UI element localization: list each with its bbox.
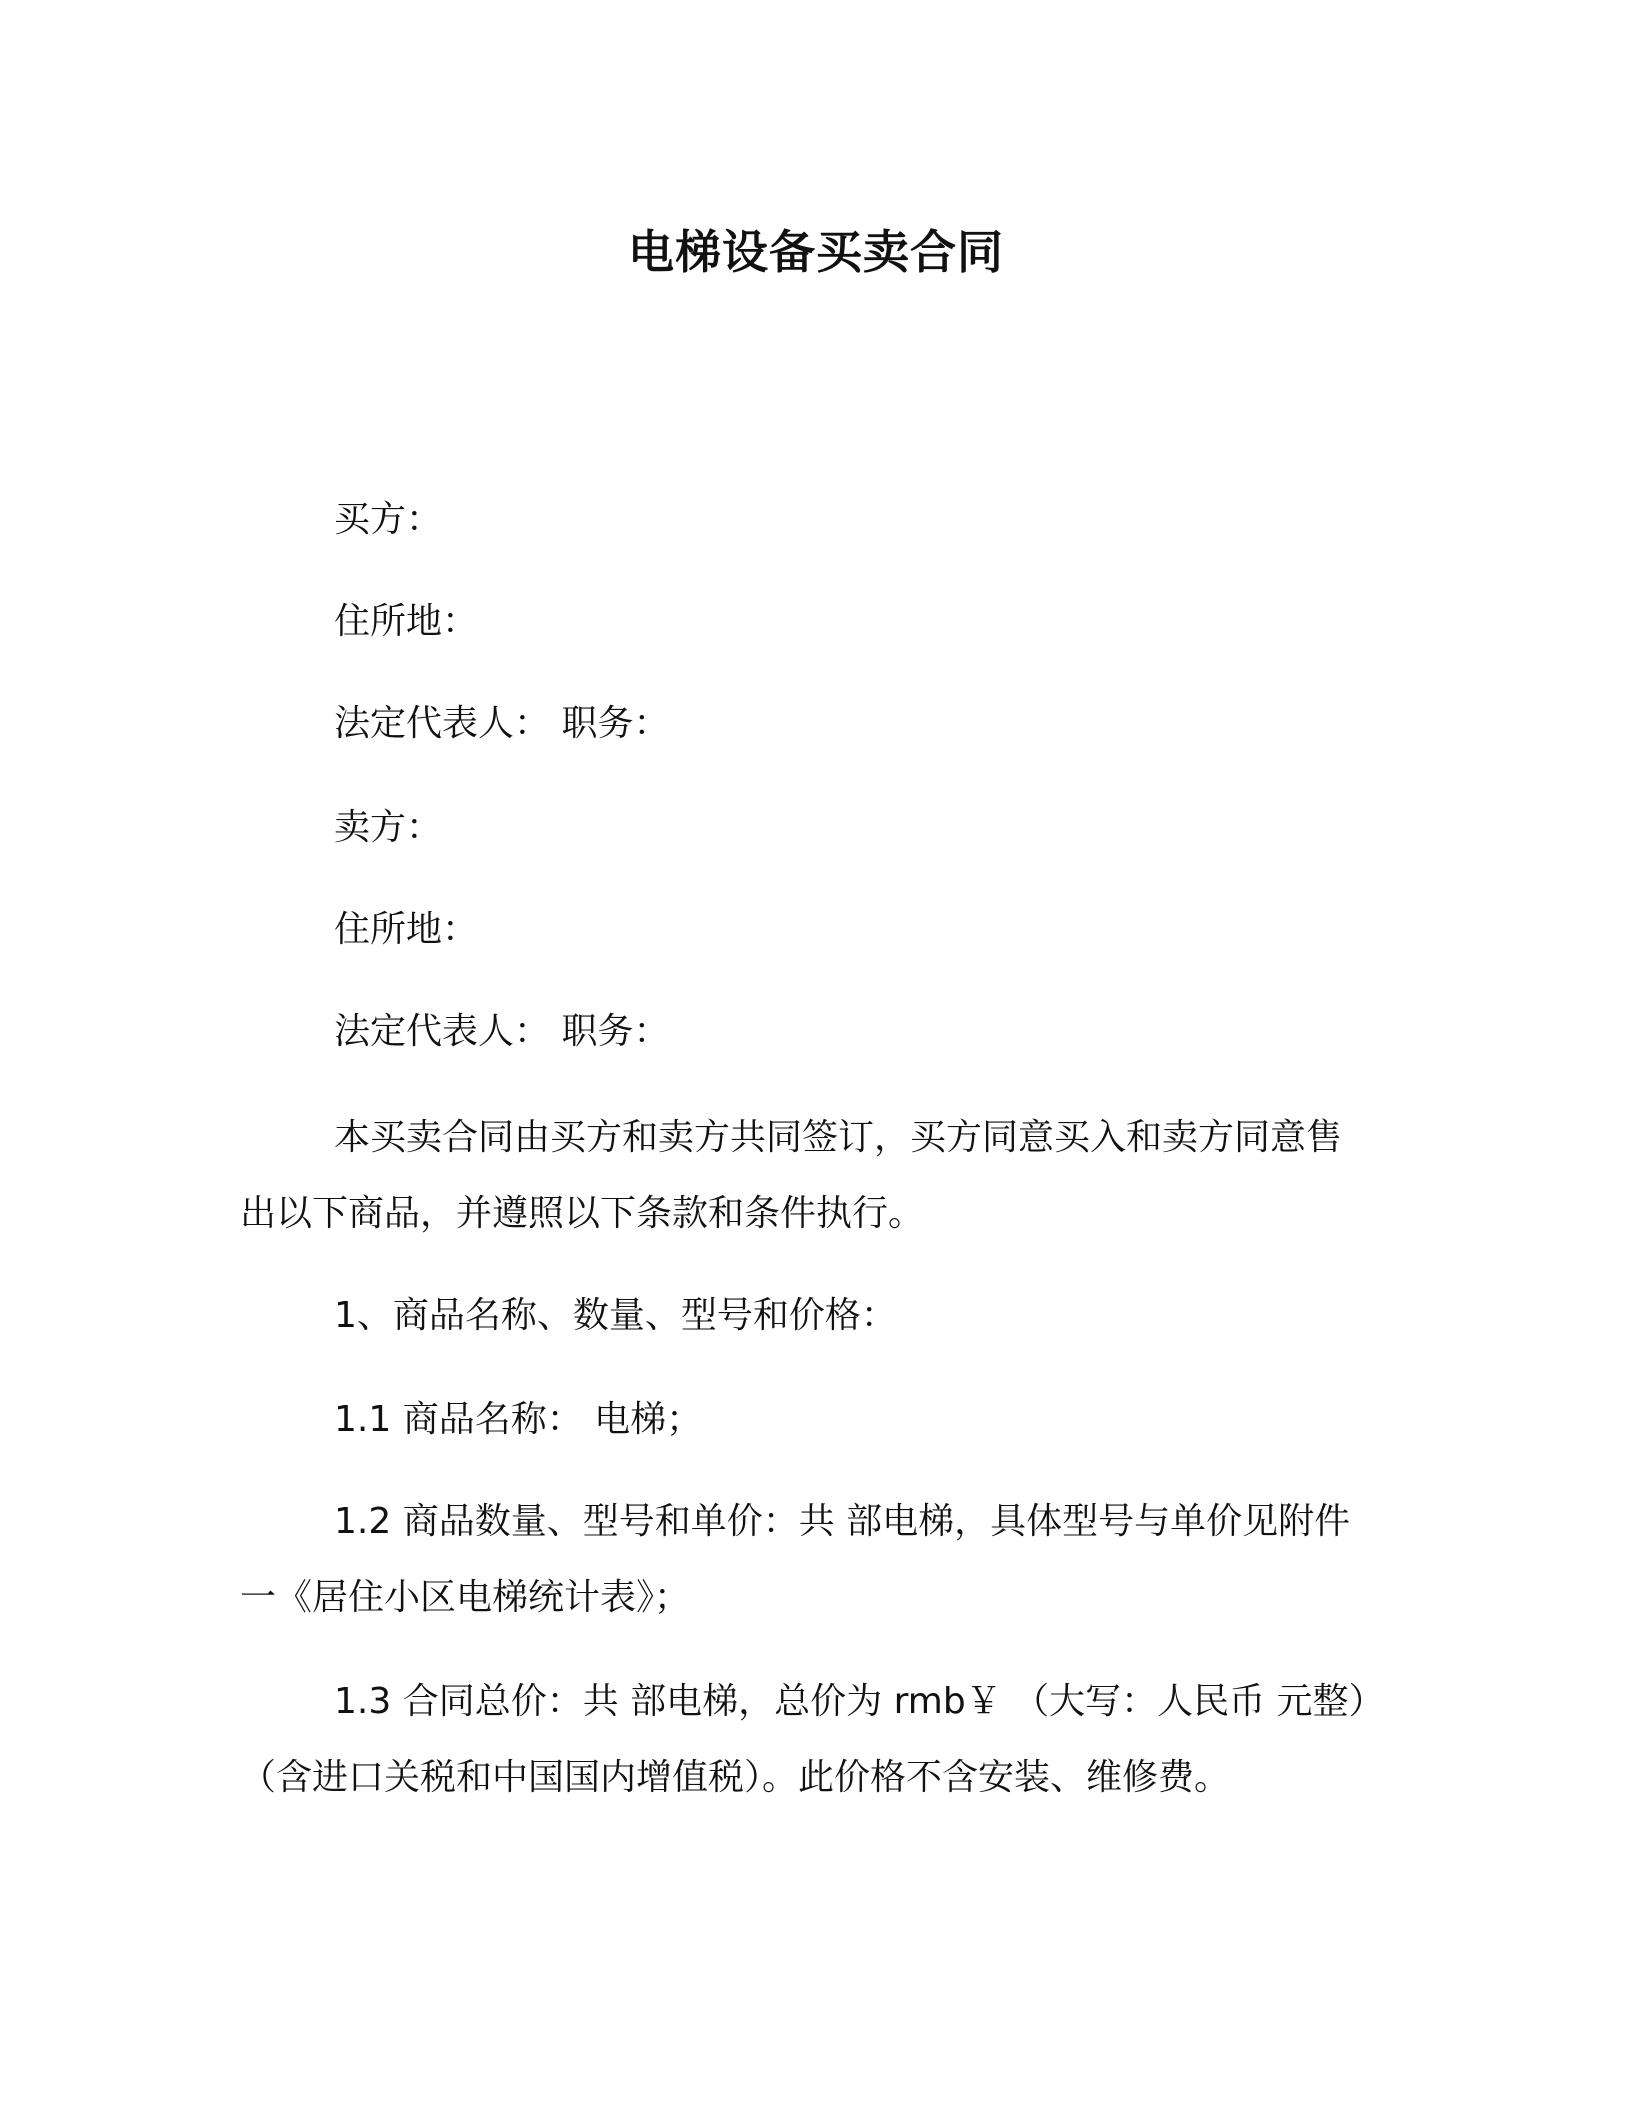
intro-paragraph-line-2: 出以下商品，并遵照以下条款和条件执行。	[240, 1193, 925, 1234]
document-title: 电梯设备买卖合同	[628, 225, 1004, 279]
seller-line: 卖方：	[334, 807, 443, 848]
clause-1-2-line-2: 一《居住小区电梯统计表》；	[240, 1577, 691, 1618]
clause-1-3-line-1: 1.3 合同总价：共 部电梯，总价为 rmb￥ （大写：人民币 元整）	[334, 1681, 1385, 1722]
buyer-line: 买方：	[334, 499, 443, 540]
clause-1-2-line-1: 1.2 商品数量、型号和单价：共 部电梯，具体型号与单价见附件	[334, 1501, 1351, 1542]
seller-address-line: 住所地：	[334, 909, 479, 950]
clause-1-heading: 1、商品名称、数量、型号和价格：	[334, 1295, 897, 1336]
buyer-representative-line: 法定代表人： 职务：	[334, 703, 670, 744]
buyer-address-line: 住所地：	[334, 601, 479, 642]
seller-representative-line: 法定代表人： 职务：	[334, 1011, 670, 1052]
clause-1-3-line-2: （含进口关税和中国国内增值税）。此价格不含安装、维修费。	[240, 1757, 1231, 1798]
clause-1-1: 1.1 商品名称： 电梯；	[334, 1399, 703, 1440]
intro-paragraph-line-1: 本买卖合同由买方和卖方共同签订，买方同意买入和卖方同意售	[334, 1117, 1343, 1158]
